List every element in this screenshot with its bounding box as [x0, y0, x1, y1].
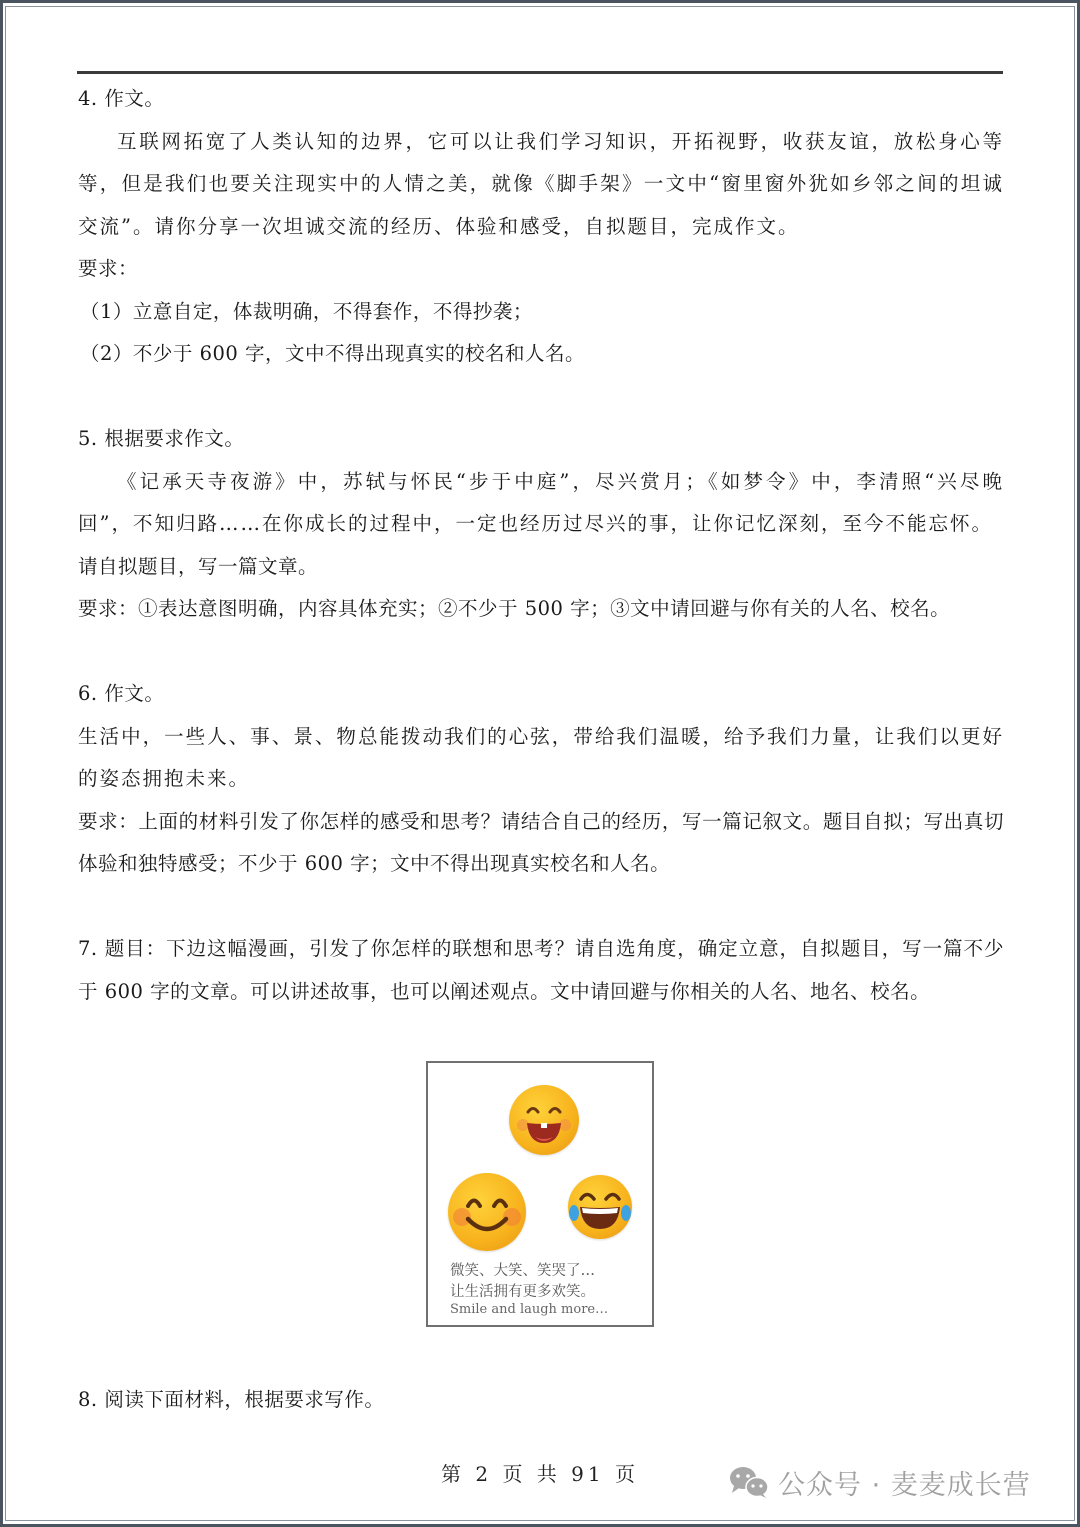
question-title: 作文。	[104, 682, 165, 705]
question-heading	[78, 78, 1004, 121]
question-number: 8.	[78, 1388, 98, 1411]
cartoon-caption-line1: 微笑、大笑、笑哭了…	[450, 1263, 595, 1279]
question-5	[78, 418, 1004, 631]
watermark	[728, 1462, 1031, 1502]
question-number: 5.	[78, 427, 98, 450]
question-text: 题目：下边这幅漫画，引发了你怎样的联想和思考？请自选角度，确定立意，自拟题目，写一篇不少于 600 字的文章。可以讲述故事，也可以阐述观点。文中请回避与你相关的人名、地名、校名。	[78, 937, 1004, 1003]
question-instruction: 请自拟题目，写一篇文章。	[78, 554, 319, 578]
requirement-item: （1）立意自定，体裁明确，不得套作，不得抄袭；	[80, 299, 533, 323]
question-prompt: 生活中，一些人、事、景、物总能拨动我们的心弦，带给我们温暖，给予我们力量，让我们以更好的姿态拥抱未来。	[78, 724, 1004, 790]
requirements-line: 要求：上面的材料引发了你怎样的感受和思考？请结合自己的经历，写一篇记叙文。题目自拟；写出真切体验和独特感受；不少于 600 字；文中不得出现真实校名和人名。	[78, 809, 1004, 875]
face-with-tears-of-joy-icon	[568, 1175, 632, 1239]
question-number: 6.	[78, 682, 98, 705]
page-number: 第 2 页 共 91 页	[441, 1462, 639, 1486]
question-8	[78, 1379, 1004, 1422]
cartoon-caption-line2: 让生活拥有更多欢笑。	[450, 1284, 595, 1300]
question-heading	[78, 1379, 1004, 1422]
question-heading	[78, 673, 1004, 716]
question-7	[78, 928, 1004, 1013]
question-title: 根据要求作文。	[104, 427, 245, 450]
requirements-label: 要求：	[78, 257, 139, 280]
smiling-face-icon	[448, 1173, 526, 1251]
question-title: 阅读下面材料，根据要求写作。	[104, 1388, 385, 1411]
spacer	[78, 631, 1004, 674]
question-6	[78, 673, 1004, 886]
header-rule	[77, 71, 1003, 74]
question-number: 7.	[78, 937, 98, 960]
question-prompt: 《记承天寺夜游》中，苏轼与怀民“步于中庭”，尽兴赏月；《如梦令》中，李清照“兴尽晚回”，不知归路……在你成长的过程中，一定也经历过尽兴的事，让你记忆深刻，至今不能忘怀。	[78, 469, 1004, 535]
question-heading	[78, 418, 1004, 461]
question-4	[78, 78, 1004, 376]
question-prompt: 互联网拓宽了人类认知的边界，它可以让我们学习知识，开拓视野，收获友谊，放松身心等等，但是我们也要关注现实中的人情之美，就像《脚手架》一文中“窗里窗外犹如乡邻之间的坦诚交流”。请你分享一次坦诚交流的经历、体验和感受，自拟题目，完成作文。	[78, 129, 1004, 238]
requirements-line: 要求：①表达意图明确，内容具体充实；②不少于 500 字；③文中请回避与你有关的人名、校名。	[78, 597, 951, 620]
spacer	[78, 376, 1004, 419]
question-title: 作文。	[104, 87, 165, 110]
watermark-text: 公众号 · 麦麦成长营	[778, 1469, 1031, 1501]
cartoon-image	[426, 1061, 654, 1327]
spacer	[78, 886, 1004, 929]
wechat-icon	[728, 1465, 770, 1499]
cartoon-caption-line3: Smile and laugh more…	[450, 1302, 609, 1317]
requirement-item: （2）不少于 600 字，文中不得出现真实的校名和人名。	[80, 342, 586, 365]
question-heading	[78, 928, 1004, 1013]
grinning-face-icon	[509, 1085, 579, 1155]
document-body	[78, 78, 1004, 1013]
question-number: 4.	[78, 87, 98, 110]
